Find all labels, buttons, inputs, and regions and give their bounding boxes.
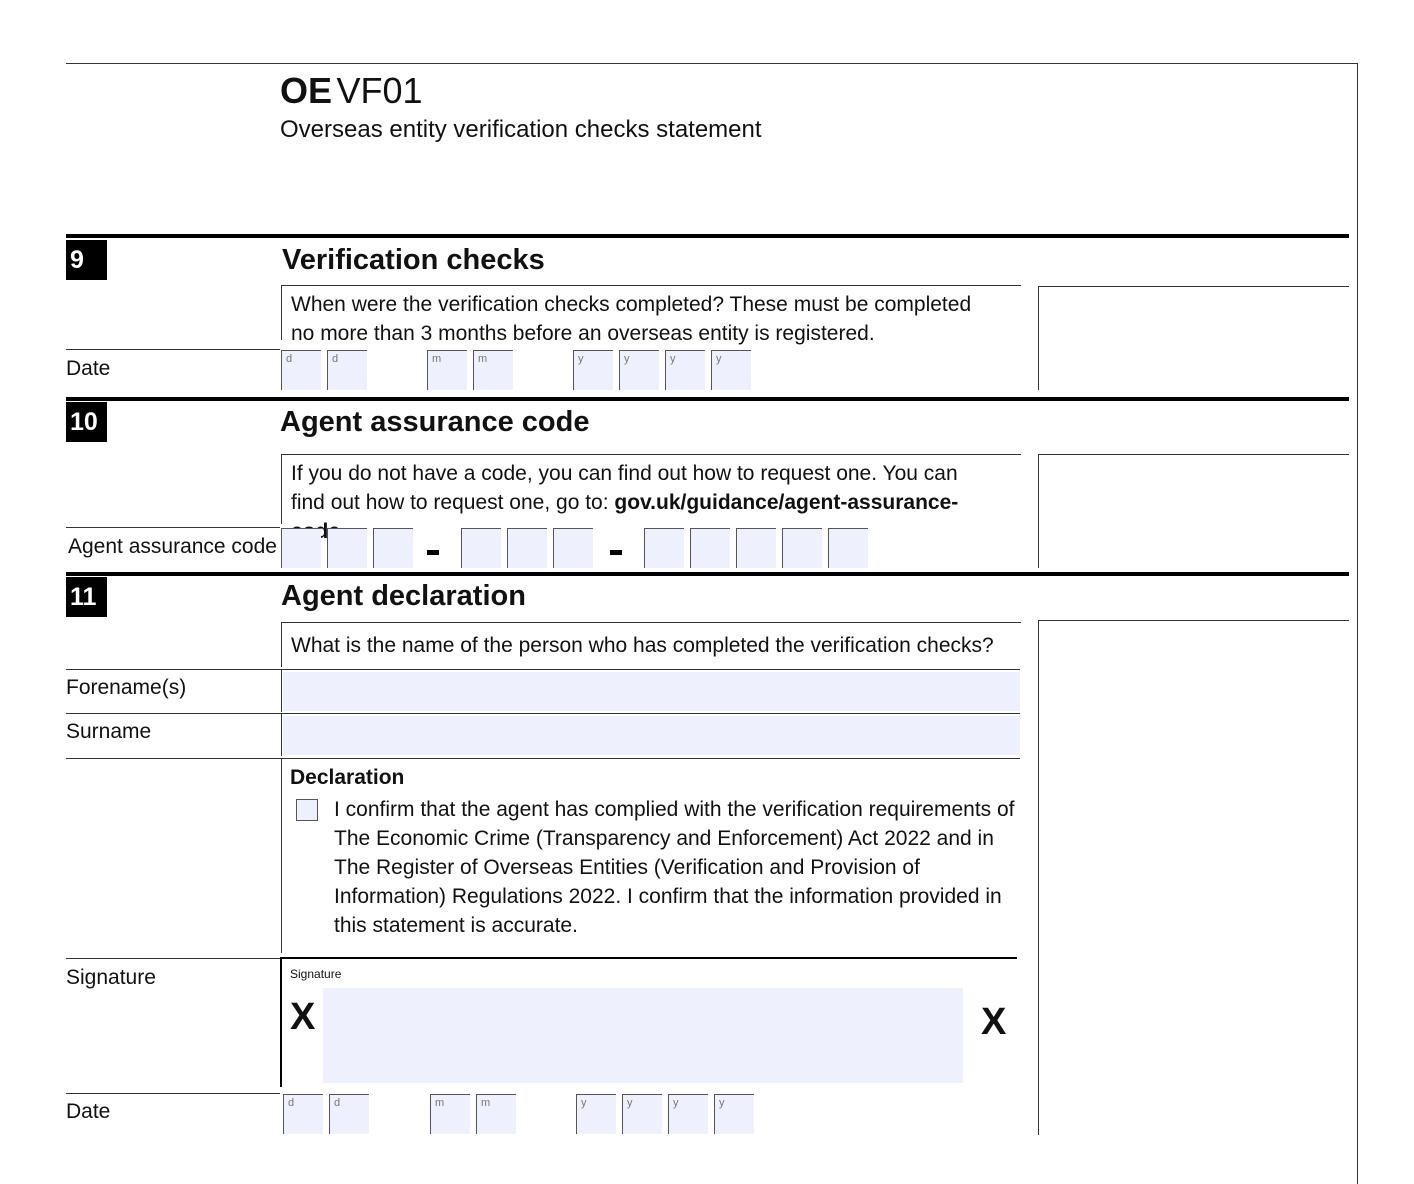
section-9-side-left (1038, 286, 1039, 390)
assurance-code-box[interactable] (461, 528, 501, 568)
section-10-code-rule (66, 527, 280, 528)
section-11-help-top (281, 622, 1021, 623)
date-year-box[interactable]: y (711, 350, 751, 390)
declaration-text: I confirm that the agent has complied with the verification requirements of The Economic Crime (Transparency and Enforcement) Act 2022 and in The Register of Overseas Entities (Verification and Provision of Information) Regulations 2022. I confirm that the information provided in this statement is accurate. (334, 798, 1015, 937)
agent-assurance-guidance-link[interactable]: gov.uk/guidance/agent-assurance- ode (302, 491, 959, 543)
assurance-code-box[interactable] (281, 528, 321, 568)
forename-field-left (281, 669, 282, 712)
section-10-help-prefix: If you do not have a code, you can find out how to request one. You can find out how to request one, go to: (291, 462, 958, 514)
date-year-box[interactable]: y (622, 1094, 662, 1134)
assurance-code-box[interactable] (690, 528, 730, 568)
surname-field-left (281, 713, 282, 756)
surname-rule (66, 713, 1020, 714)
date-year-box[interactable]: y (573, 350, 613, 390)
section-11-help-text: What is the name of the person who has completed the verification checks? (291, 634, 994, 657)
section-10-side-top (1038, 454, 1349, 455)
date-day-box[interactable]: d (283, 1094, 323, 1134)
forename-label: Forename(s) (66, 676, 187, 699)
signature-x-mark: X (981, 1001, 1007, 1043)
code-separator (610, 550, 622, 555)
declaration-left (281, 758, 282, 953)
section-number-10: 10 (66, 402, 107, 442)
date-month-box[interactable]: m (473, 350, 513, 390)
form-subtitle: Overseas entity verification checks statement (280, 116, 762, 143)
agent-assurance-code-label: Agent assurance code (68, 535, 277, 558)
form-code-bold: OE (280, 70, 333, 111)
date-month-box[interactable]: m (427, 350, 467, 390)
assurance-code-box[interactable] (782, 528, 822, 568)
assurance-code-box[interactable] (828, 528, 868, 568)
section-number-9: 9 (66, 240, 107, 280)
section-9-help-left (281, 285, 282, 340)
section-9-date-label: Date (66, 357, 111, 380)
surname-field[interactable] (283, 716, 1020, 755)
assurance-code-box[interactable] (373, 528, 413, 568)
surname-label: Surname (66, 720, 152, 743)
assurance-code-box[interactable] (553, 528, 593, 568)
section-9-rule (66, 234, 1349, 238)
date-year-box[interactable]: y (668, 1094, 708, 1134)
date-year-box[interactable]: y (665, 350, 705, 390)
date-day-box[interactable]: d (327, 350, 367, 390)
signature-box-label: Signature (290, 967, 342, 981)
code-separator (427, 550, 439, 555)
assurance-code-box[interactable] (736, 528, 776, 568)
date-day-box[interactable]: d (281, 350, 321, 390)
signature-x-mark: X (290, 996, 316, 1038)
section-9-help-top (281, 285, 1021, 286)
declaration-title: Declaration (290, 766, 405, 789)
section-10-side-left (1038, 454, 1039, 568)
section-11-help-left (281, 622, 282, 667)
form-title (280, 70, 423, 112)
section-number-11: 11 (66, 577, 107, 617)
signature-top-border (281, 957, 1017, 959)
section-9-side-top (1038, 286, 1349, 287)
signature-date-rule (66, 1093, 280, 1094)
section-10-rule (66, 397, 1349, 401)
page-top-rule (66, 63, 1358, 64)
section-10-help-top (281, 454, 1021, 455)
signature-label: Signature (66, 966, 156, 989)
section-11-rule (66, 572, 1349, 576)
signature-rule (66, 958, 280, 959)
forename-field[interactable] (283, 672, 1020, 711)
forename-rule (66, 669, 1020, 670)
section-9-heading: Verification checks (282, 244, 545, 276)
signature-left-border (280, 957, 282, 1087)
signature-field[interactable] (323, 988, 963, 1083)
declaration-checkbox[interactable] (296, 799, 318, 821)
date-year-box[interactable]: y (619, 350, 659, 390)
assurance-code-box[interactable] (507, 528, 547, 568)
form-code: VF01 (336, 70, 423, 111)
assurance-code-box[interactable] (644, 528, 684, 568)
section-11-heading: Agent declaration (281, 580, 526, 612)
assurance-code-box[interactable] (327, 528, 367, 568)
section-10-help-left (281, 454, 282, 524)
section-11-side-top (1038, 620, 1349, 621)
section-9-help-text: When were the verification checks completed? These must be completed no more than 3 months before an overseas entity is registered. (291, 293, 972, 345)
signature-date-label: Date (66, 1100, 111, 1123)
date-year-box[interactable]: y (714, 1094, 754, 1134)
declaration-rule (66, 758, 1020, 759)
date-month-box[interactable]: m (430, 1094, 470, 1134)
page-right-rule (1357, 63, 1358, 1184)
date-day-box[interactable]: d (329, 1094, 369, 1134)
date-month-box[interactable]: m (476, 1094, 516, 1134)
section-11-side-left (1038, 620, 1039, 1135)
date-year-box[interactable]: y (576, 1094, 616, 1134)
section-10-heading: Agent assurance code (280, 406, 590, 438)
section-9-date-rule (66, 349, 280, 350)
